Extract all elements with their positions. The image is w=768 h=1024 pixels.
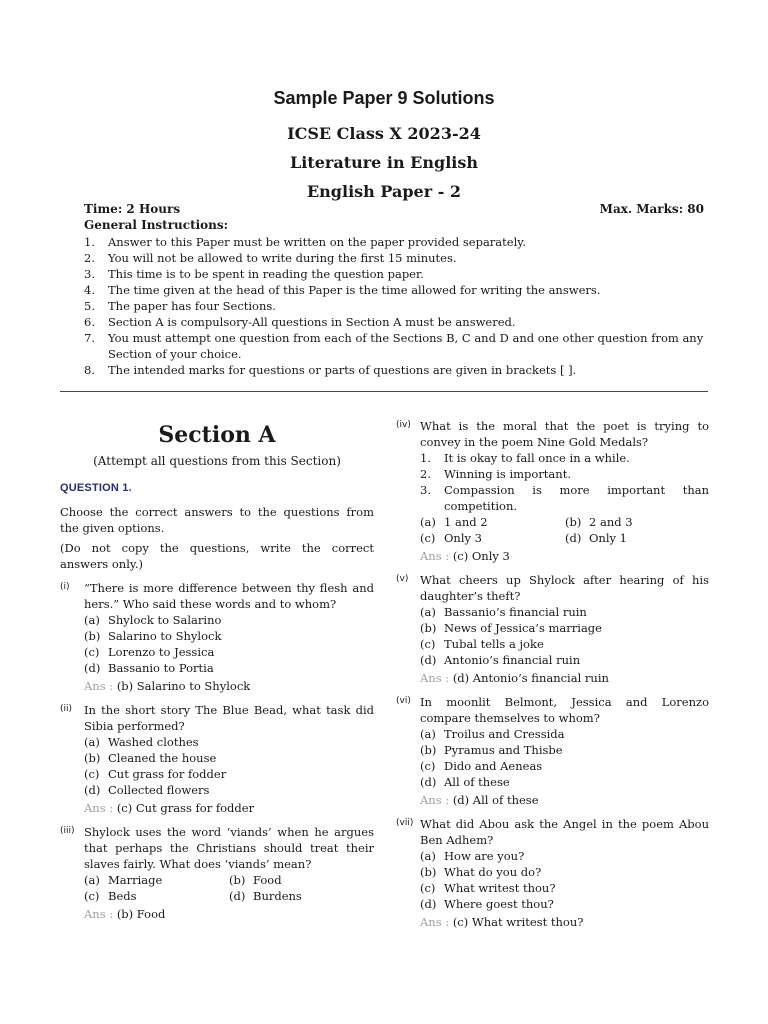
option: (b) News of Jessica’s marriage	[420, 621, 602, 635]
option: (b) Food	[229, 873, 282, 887]
divider	[60, 391, 708, 392]
option: (b) 2 and 3	[565, 515, 633, 529]
question-item	[396, 816, 709, 930]
question-item	[396, 418, 709, 564]
option: (d) Burdens	[229, 889, 302, 903]
question-number: (vii)	[396, 818, 414, 828]
question-text: Shylock uses the word ‘viands’ when he argues that perhaps the Christians should treat their slaves fairly. What does ‘viands’ mean?	[84, 825, 374, 871]
option: (d) Where goest thou?	[420, 897, 554, 911]
question-item	[60, 824, 374, 922]
option: (d) Collected flowers	[84, 783, 210, 797]
option: (a) How are you?	[420, 849, 525, 863]
question-text: “There is more difference between thy flesh and hers.” Who said these words and to whom?	[84, 581, 374, 611]
question-intro: Choose the correct answers to the questions from the given options.	[60, 505, 374, 535]
meta-row	[84, 202, 704, 216]
instruction-item: 8. The intended marks for questions or parts of questions are given in brackets [ ].	[84, 363, 577, 377]
question-note: (Do not copy the questions, write the correct answers only.)	[60, 541, 374, 571]
option: (c) Only 3	[420, 531, 482, 545]
option-grid	[420, 514, 709, 546]
question-item	[396, 572, 709, 686]
answer: Ans : (b) Food	[84, 907, 166, 921]
question-item	[396, 694, 709, 808]
question-text: In the short story The Blue Bead, what task did Sibia performed?	[84, 703, 374, 733]
left-column	[60, 422, 374, 930]
instruction-item: 5. The paper has four Sections.	[84, 299, 276, 313]
option: (c) What writest thou?	[420, 881, 556, 895]
subject-line: Literature in English	[290, 153, 478, 172]
paper-title: Sample Paper 9 Solutions	[273, 88, 495, 108]
question-text: What did Abou ask the Angel in the poem Abou Ben Adhem?	[420, 817, 709, 847]
option: (a) Marriage	[84, 873, 163, 887]
question-number: (ii)	[60, 704, 73, 714]
option: (d) Bassanio to Portia	[84, 661, 214, 675]
statement: 2. Winning is important.	[420, 467, 571, 481]
max-marks-label: Max. Marks: 80	[599, 202, 704, 216]
option: (c) Dido and Aeneas	[420, 759, 543, 773]
option: (a) Shylock to Salarino	[84, 613, 222, 627]
class-line: ICSE Class X 2023-24	[287, 124, 481, 143]
answer: Ans : (c) What writest thou?	[420, 915, 584, 929]
option: (b) Cleaned the house	[84, 751, 217, 765]
option: (b) Pyramus and Thisbe	[420, 743, 563, 757]
question-item	[60, 580, 374, 694]
question-item	[60, 702, 374, 816]
option: (a) Washed clothes	[84, 735, 199, 749]
answer: Ans : (b) Salarino to Shylock	[84, 679, 251, 693]
instruction-item: 2. You will not be allowed to write during the first 15 minutes.	[84, 251, 457, 265]
instruction-item: 7. You must attempt one question from each of the Sections B, C and D and one other question from any Section of your choice.	[84, 331, 704, 361]
answer: Ans : (d) All of these	[420, 793, 539, 807]
answer: Ans : (d) Antonio’s financial ruin	[420, 671, 609, 685]
section-title: Section A	[158, 422, 276, 448]
instruction-item: 1. Answer to this Paper must be written on the paper provided separately.	[84, 235, 526, 249]
option: (a) Bassanio’s financial ruin	[420, 605, 587, 619]
time-label: Time: 2 Hours	[84, 202, 181, 216]
question-text: What cheers up Shylock after hearing of his daughter’s theft?	[420, 573, 709, 603]
option: (d) All of these	[420, 775, 510, 789]
question-number: (iv)	[396, 420, 411, 430]
question-number: (vi)	[396, 696, 411, 706]
instruction-item: 4. The time given at the head of this Paper is the time allowed for writing the answers.	[84, 283, 601, 297]
statement: 3. Compassion is more important than competition.	[420, 483, 709, 513]
option-grid	[84, 872, 374, 904]
right-column	[396, 418, 709, 938]
instruction-item: 3. This time is to be spent in reading the question paper.	[84, 267, 424, 281]
question-number: (i)	[60, 582, 70, 592]
option: (c) Beds	[84, 889, 137, 903]
question-number: (iii)	[60, 826, 75, 836]
option: (c) Cut grass for fodder	[84, 767, 227, 781]
option: (d) Only 1	[565, 531, 627, 545]
answer: Ans : (c) Cut grass for fodder	[84, 801, 255, 815]
option: (b) What do you do?	[420, 865, 542, 879]
option: (c) Tubal tells a joke	[420, 637, 544, 651]
answer: Ans : (c) Only 3	[420, 549, 510, 563]
option: (d) Antonio’s financial ruin	[420, 653, 581, 667]
option: (a) Troilus and Cressida	[420, 727, 565, 741]
option: (a) 1 and 2	[420, 515, 488, 529]
instructions-heading: General Instructions:	[84, 218, 229, 232]
option: (c) Lorenzo to Jessica	[84, 645, 215, 659]
instruction-item: 6. Section A is compulsory-All questions in Section A must be answered.	[84, 315, 516, 329]
question-number: (v)	[396, 574, 409, 584]
question-text: What is the moral that the poet is trying to convey in the poem Nine Gold Medals?	[420, 419, 709, 449]
statement: 1. It is okay to fall once in a while.	[420, 451, 630, 465]
section-note: (Attempt all questions from this Section)	[93, 454, 341, 468]
question-heading: QUESTION 1.	[60, 482, 132, 494]
question-text: In moonlit Belmont, Jessica and Lorenzo compare themselves to whom?	[420, 695, 709, 725]
paper-line: English Paper - 2	[306, 182, 462, 201]
instructions-list	[84, 234, 709, 378]
option: (b) Salarino to Shylock	[84, 629, 222, 643]
